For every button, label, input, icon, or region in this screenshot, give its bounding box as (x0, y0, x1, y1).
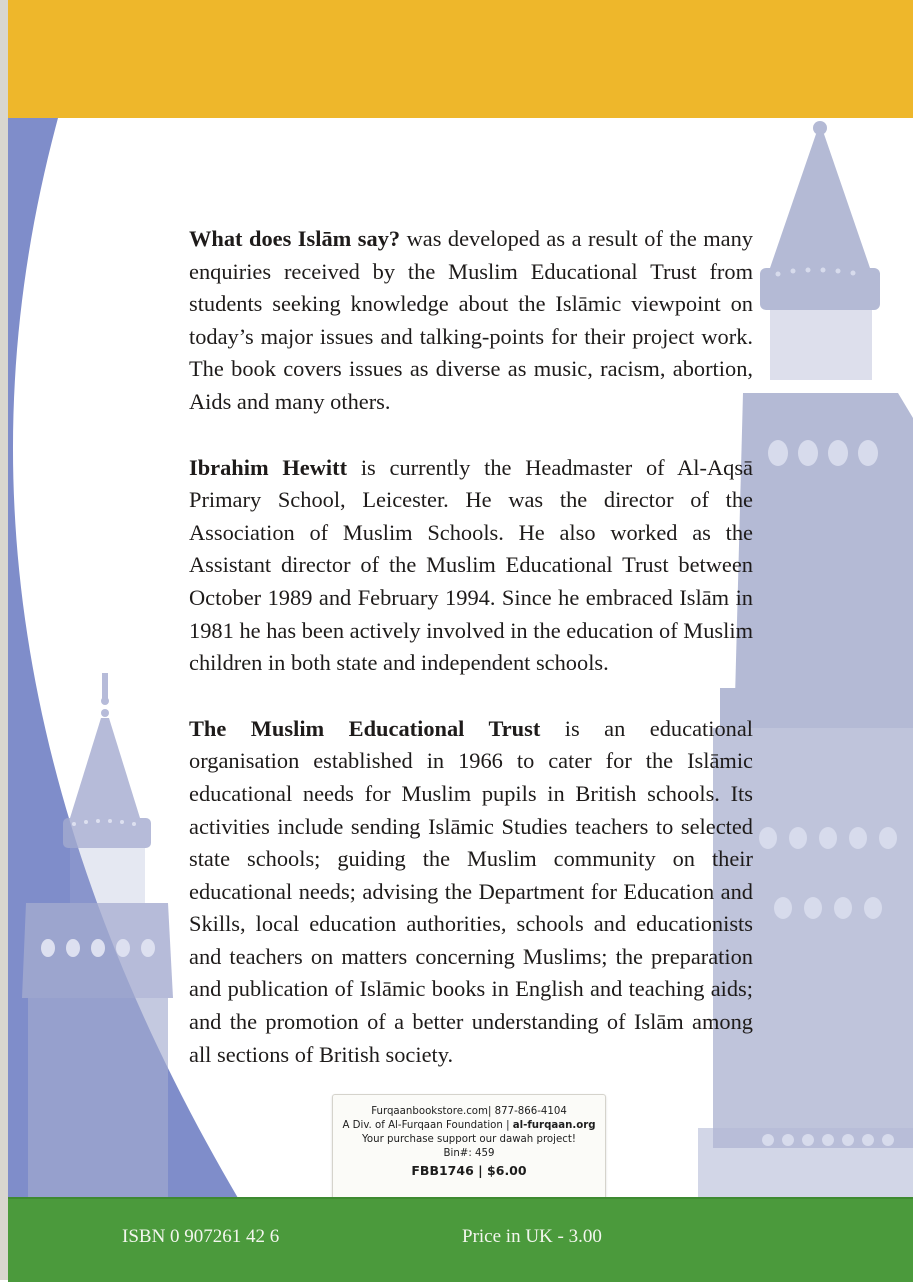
price-sticker (332, 1094, 606, 1200)
top-color-band (8, 0, 913, 118)
sticker-store-line: Furqaanbookstore.com| 877-866-4104 (371, 1106, 567, 1117)
paragraph-publisher-info (189, 713, 753, 1072)
sticker-bin-line: Bin#: 459 (443, 1148, 495, 1159)
isbn-number: ISBN 0 907261 42 6 (122, 1226, 280, 1247)
book-title-lead: What does Islām say? (189, 226, 401, 251)
sticker-foundation-line (333, 1119, 605, 1133)
sticker-support-line: Your purchase support our dawah project! (362, 1134, 576, 1145)
publisher-info-text: is an educational organisation established in 1966 to cater for the Islāmic educational needs for Muslim pupils in British schools. Its activities include sending Islāmic Studies teachers to selected state schools; guiding the Muslim community on their educational needs; advising the Department for Education and Skills, local education authorities, schools and educationists and teachers on matters concerning Muslims; the preparation and publication of Islāmic books in English and teaching aids; and the promotion of a better understanding of Islām among all sections of British society. (189, 715, 753, 1067)
book-description-text: was developed as a result of the many enquiries received by the Muslim Educational Trust from students seeking knowledge about the Islāmic viewpoint on today’s major issues and talking-points for their project work. The book covers issues as diverse as music, racism, abortion, Aids and many others. (189, 226, 753, 414)
uk-price: Price in UK - 3.00 (462, 1226, 602, 1247)
author-bio-text: is currently the Headmaster of Al-Aqsā Primary School, Leicester. He was the director of the Association of Muslim Schools. He also worked as the Assistant director of the Muslim Educational Trust between October 1989 and February 1994. Since he embraced Islām in 1981 he has been actively involved in the education of Muslim children in both state and independent schools. (189, 454, 753, 676)
scan-edge (0, 0, 8, 1280)
sticker-price-line: FBB1746 | $6.00 (411, 1163, 527, 1178)
cover-blurb (189, 223, 753, 1104)
author-name-lead: Ibrahim Hewitt (189, 454, 348, 480)
publisher-name-lead: The Muslim Educational Trust (189, 715, 541, 741)
paragraph-book-description (189, 223, 753, 419)
sticker-foundation-link: al-furqaan.org (512, 1120, 596, 1131)
paragraph-author-bio (189, 452, 753, 680)
sticker-foundation-text: A Div. of Al-Furqaan Foundation | (342, 1120, 513, 1131)
